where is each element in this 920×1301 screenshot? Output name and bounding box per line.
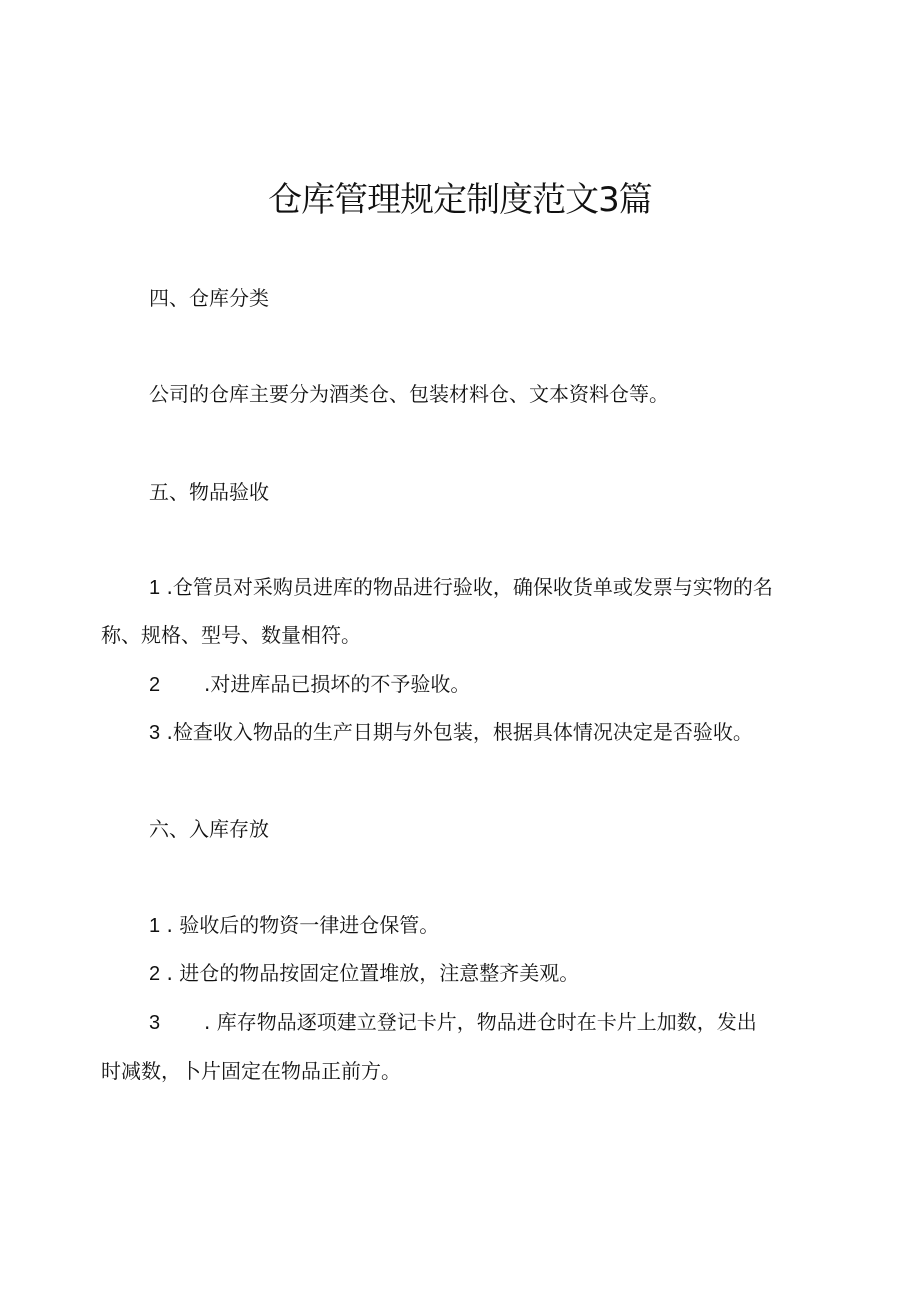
section-4-body: 公司的仓库主要分为酒类仓、包装材料仓、文本资料仓等。 [149,382,669,406]
section-5-item-2 [149,670,470,699]
section-6-item-2 [149,959,579,988]
section-5-item-1-line-2: 称、规格、型号、数量相符。 [101,623,361,647]
section-heading-4: 四、仓库分类 [149,286,269,310]
section-5-item-3 [149,718,753,747]
item-text: .对进库品已损坏的不予验收。 [204,672,471,696]
item-number: 2 [149,963,161,985]
item-text: . 进仓的物品按固定位置堆放，注意整齐美观。 [166,961,580,985]
item-text: . 验收后的物资一律进仓保管。 [166,913,440,937]
item-number: 3 [149,722,161,744]
item-number: 2 [149,674,161,696]
item-text: . 库存物品逐项建立登记卡片，物品进仓时在卡片上加数，发出 [204,1010,757,1034]
item-number: 1 [149,577,161,599]
section-6-item-1 [149,911,439,940]
item-number: 1 [149,915,161,937]
item-number: 3 [149,1012,161,1034]
section-6-item-3-line-2: 时减数，卜片固定在物品正前方。 [101,1059,401,1083]
section-5-item-1-line-1 [149,573,773,602]
section-heading-5: 五、物品验收 [149,480,269,504]
item-text: .检查收入物品的生产日期与外包装，根据具体情况决定是否验收。 [166,720,753,744]
document-title: 仓库管理规定制度范文3篇 [268,180,652,220]
section-6-item-3-line-1 [149,1008,757,1037]
section-heading-6: 六、入库存放 [149,817,269,841]
item-text: .仓管员对采购员进库的物品进行验收，确保收货单或发票与实物的名 [166,575,773,599]
